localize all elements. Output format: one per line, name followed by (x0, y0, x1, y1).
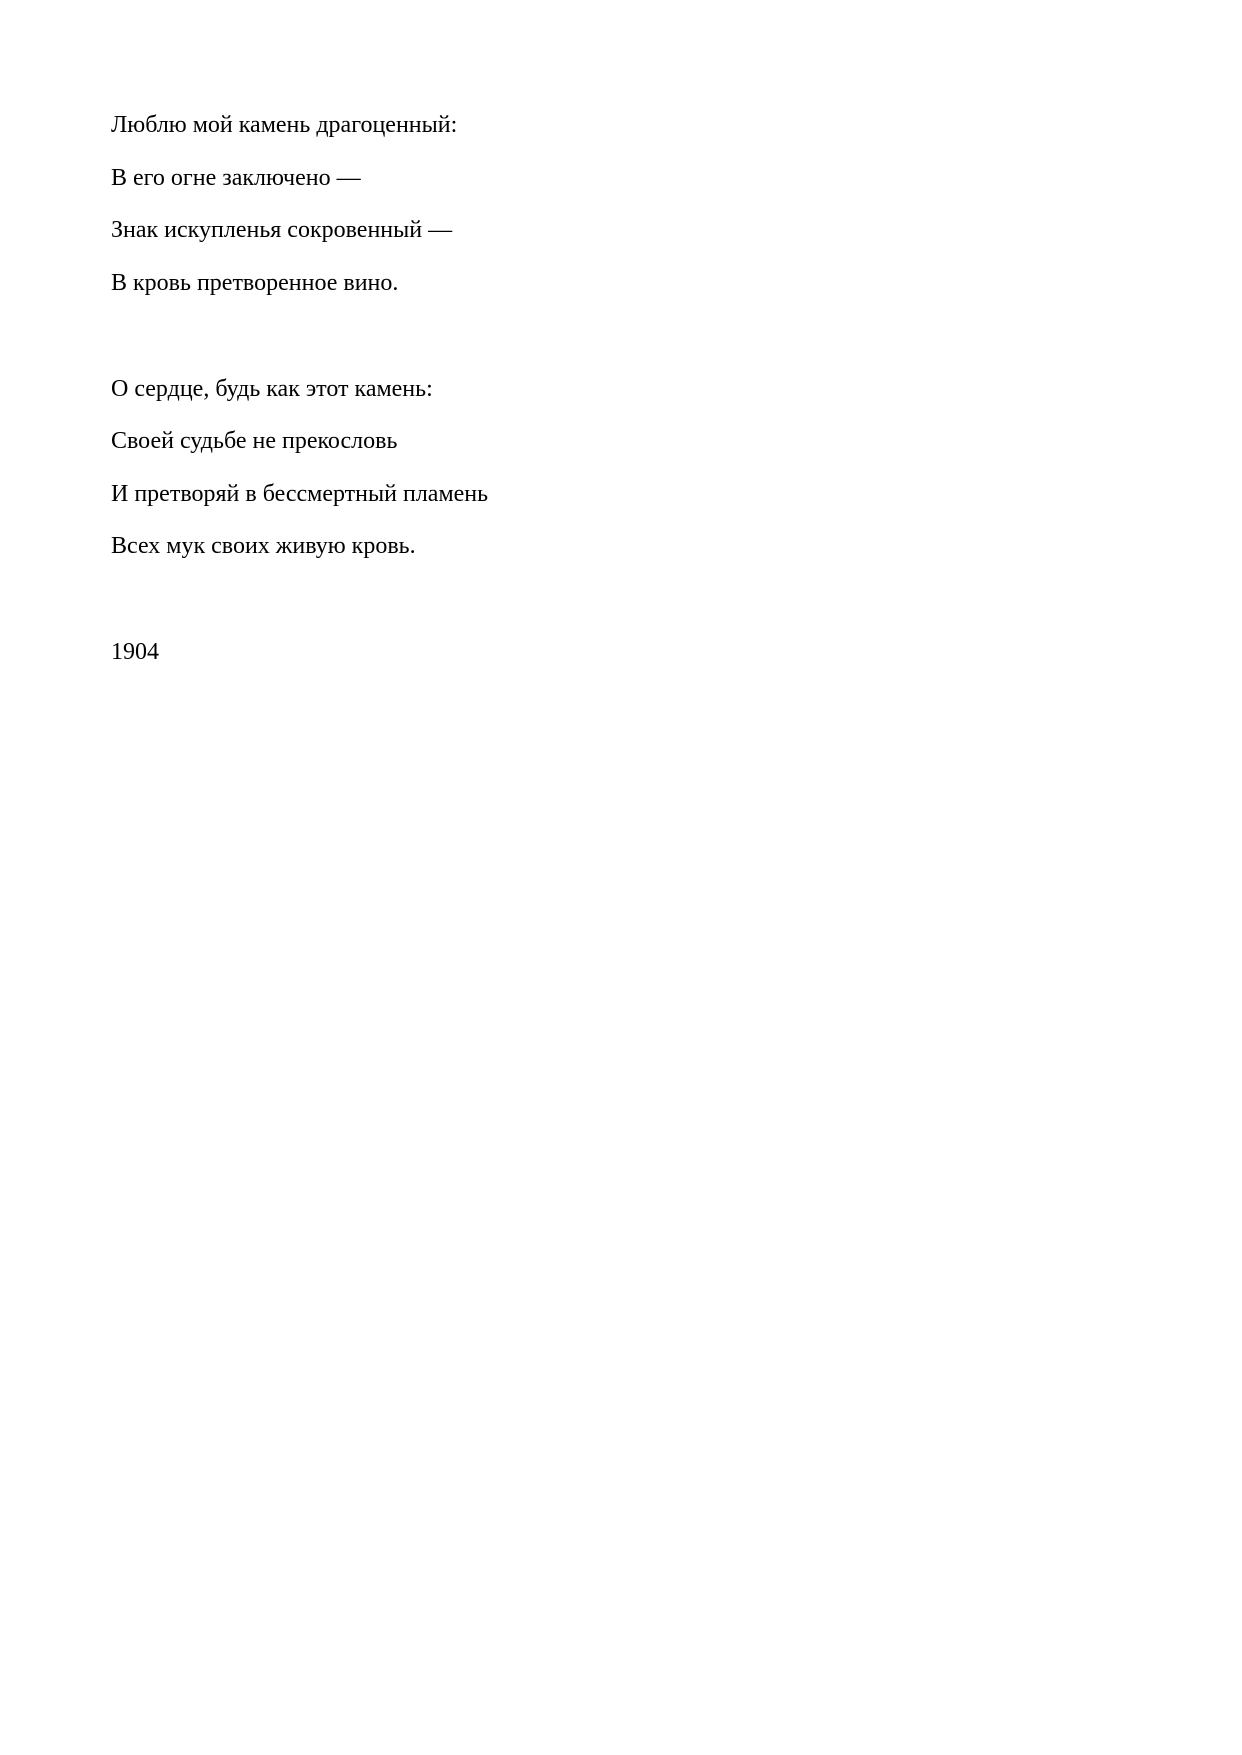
poem-line: В его огне заключено — (111, 165, 361, 191)
poem-line: Своей судьбе не прекословь (111, 428, 398, 454)
poem-year: 1904 (111, 639, 159, 665)
poem-line: И претворяй в бессмертный пламень (111, 481, 489, 507)
poem-line: Люблю мой камень драгоценный: (111, 112, 458, 138)
poem-line: В кровь претворенное вино. (111, 270, 399, 296)
poem-line: Знак искупленья сокровенный — (111, 217, 453, 243)
poem-line: О сердце, будь как этот камень: (111, 376, 433, 402)
poem-line: Всех мук своих живую кровь. (111, 533, 416, 559)
